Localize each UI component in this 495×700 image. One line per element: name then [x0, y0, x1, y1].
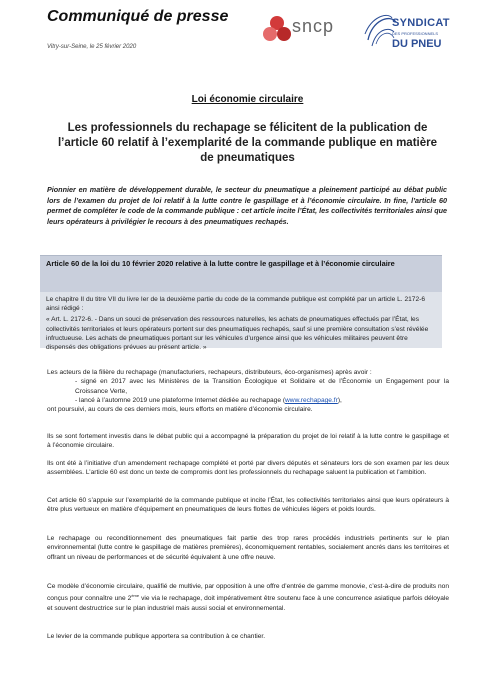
syndicat-name-line2: DES PROFESSIONNELS — [392, 31, 439, 36]
article-box-quote: « Art. L. 2172-6. - Dans un souci de préservation des ressources naturelles, les achats de pneumatiques effectués par l’État, les collectivités territoriales et leurs opérateurs portent sur des pneumatiques rechapés, sauf si une première consultation s’est révélée infructueuse. Les achats de pneumatiques portant sur les véhicules d’urgence ainsi que les véhicules militaires peuvent être dispensés des obligations prévues au présent article. » — [46, 316, 429, 352]
body-paragraph: Ce modèle d’économie circulaire, qualifié de multivie, par opposition à une offre d’entrée de gamme monovie, c’est-à-dire de produits non conçus pour connaître une 2ème vie via le rechapage, doit impérativement être soutenu face à une concurrence asiatique parfois déloyale et souvent destructrice sur le plan industriel mais aussi social et environnemental. — [47, 583, 449, 612]
syndicat-name-line1: SYNDICAT — [392, 17, 450, 29]
body-paragraph: Cet article 60 s’appuie sur l’exemplarité de la commande publique et incite l’État, les collectivités territoriales ainsi que leurs opérateurs à être plus vertueux en matière d’équipement en pneumatiques de leurs flottes de véhicules légers et poids lourds. — [47, 497, 449, 514]
article-box-intro: Le chapitre II du titre VII du livre Ier de la deuxième partie du code de la commande publique est complété par un article L. 2172-6 ainsi rédigé : — [46, 296, 425, 313]
sncp-logo-text: sncp — [292, 16, 335, 36]
syndicat-name-line3: DU PNEU — [392, 38, 442, 50]
bullet-item: - signé en 2017 avec les Ministères de la Transition Écologique et Solidaire et de l’Économie un Engagement pour la Croissance Verte, — [75, 378, 449, 395]
rechapage-link[interactable]: www.rechapage.fr — [285, 396, 338, 404]
body-section-actors — [47, 368, 449, 414]
body-paragraph: Le levier de la commande publique apportera sa contribution à ce chantier. — [47, 633, 266, 640]
press-release-date: Vitry-sur-Seine, le 25 février 2020 — [47, 44, 137, 50]
main-headline: Les professionnels du rechapage se félicitent de la publication de l’article 60 relatif à l’exemplarité de la commande publique en matière de pneumatiques — [57, 122, 437, 164]
law-title: Loi économie circulaire — [191, 94, 304, 105]
body-paragraph: ont poursuivi, au cours de ces derniers mois, leurs efforts en matière d’économie circulaire. — [47, 406, 313, 414]
article-box-heading: Article 60 de la loi du 10 février 2020 relative à la lutte contre le gaspillage et à l’économie circulaire — [40, 255, 442, 292]
bullet-item: - lancé à l’automne 2019 une plateforme Internet dédiée au rechapage (www.rechapage.fr), — [75, 396, 342, 404]
article-box-body — [40, 292, 442, 352]
body-paragraph: Ils ont été à l’initiative d’un amendement rechapage complété et porté par divers députés et sénateurs lors de son examen par les deux assemblées. L’article 60 est donc un texte de compromis dont les professionnels du rechapage saluent la publication et l’ambition. — [47, 460, 449, 477]
press-release-title: Communiqué de presse — [47, 8, 229, 25]
body-paragraph: Ils se sont fortement investis dans le débat public qui a accompagné la préparation du projet de loi relatif à la lutte contre le gaspillage et à l’économie circulaire. — [47, 433, 449, 450]
body-paragraph: Le rechapage ou reconditionnement des pneumatiques fait partie des trop rares procédés industriels pertinents sur le plan environnemental (lutte contre le gaspillage de matières premières), économiquement rentables, socialement ancrés dans les territoires et offrant un niveau de performances et de sécurité équivalent à une offre neuve. — [47, 535, 449, 561]
lead-paragraph: Pionnier en matière de développement durable, le secteur du pneumatique a pleinement participé au débat public lors de l’examen du projet de loi relatif à la lutte contre le gaspillage et à l’économie circulaire. In fine, l’article 60 permet de compléter le code de la commande publique : cet article incite l’État, les collectivités territoriales ainsi que leurs opérateurs à privilégier le recours à des pneumatiques rechapés. — [47, 185, 447, 226]
body-paragraph: Les acteurs de la filière du rechapage (manufacturiers, rechapeurs, distributeurs, éco-organismes) après avoir : — [47, 369, 372, 376]
